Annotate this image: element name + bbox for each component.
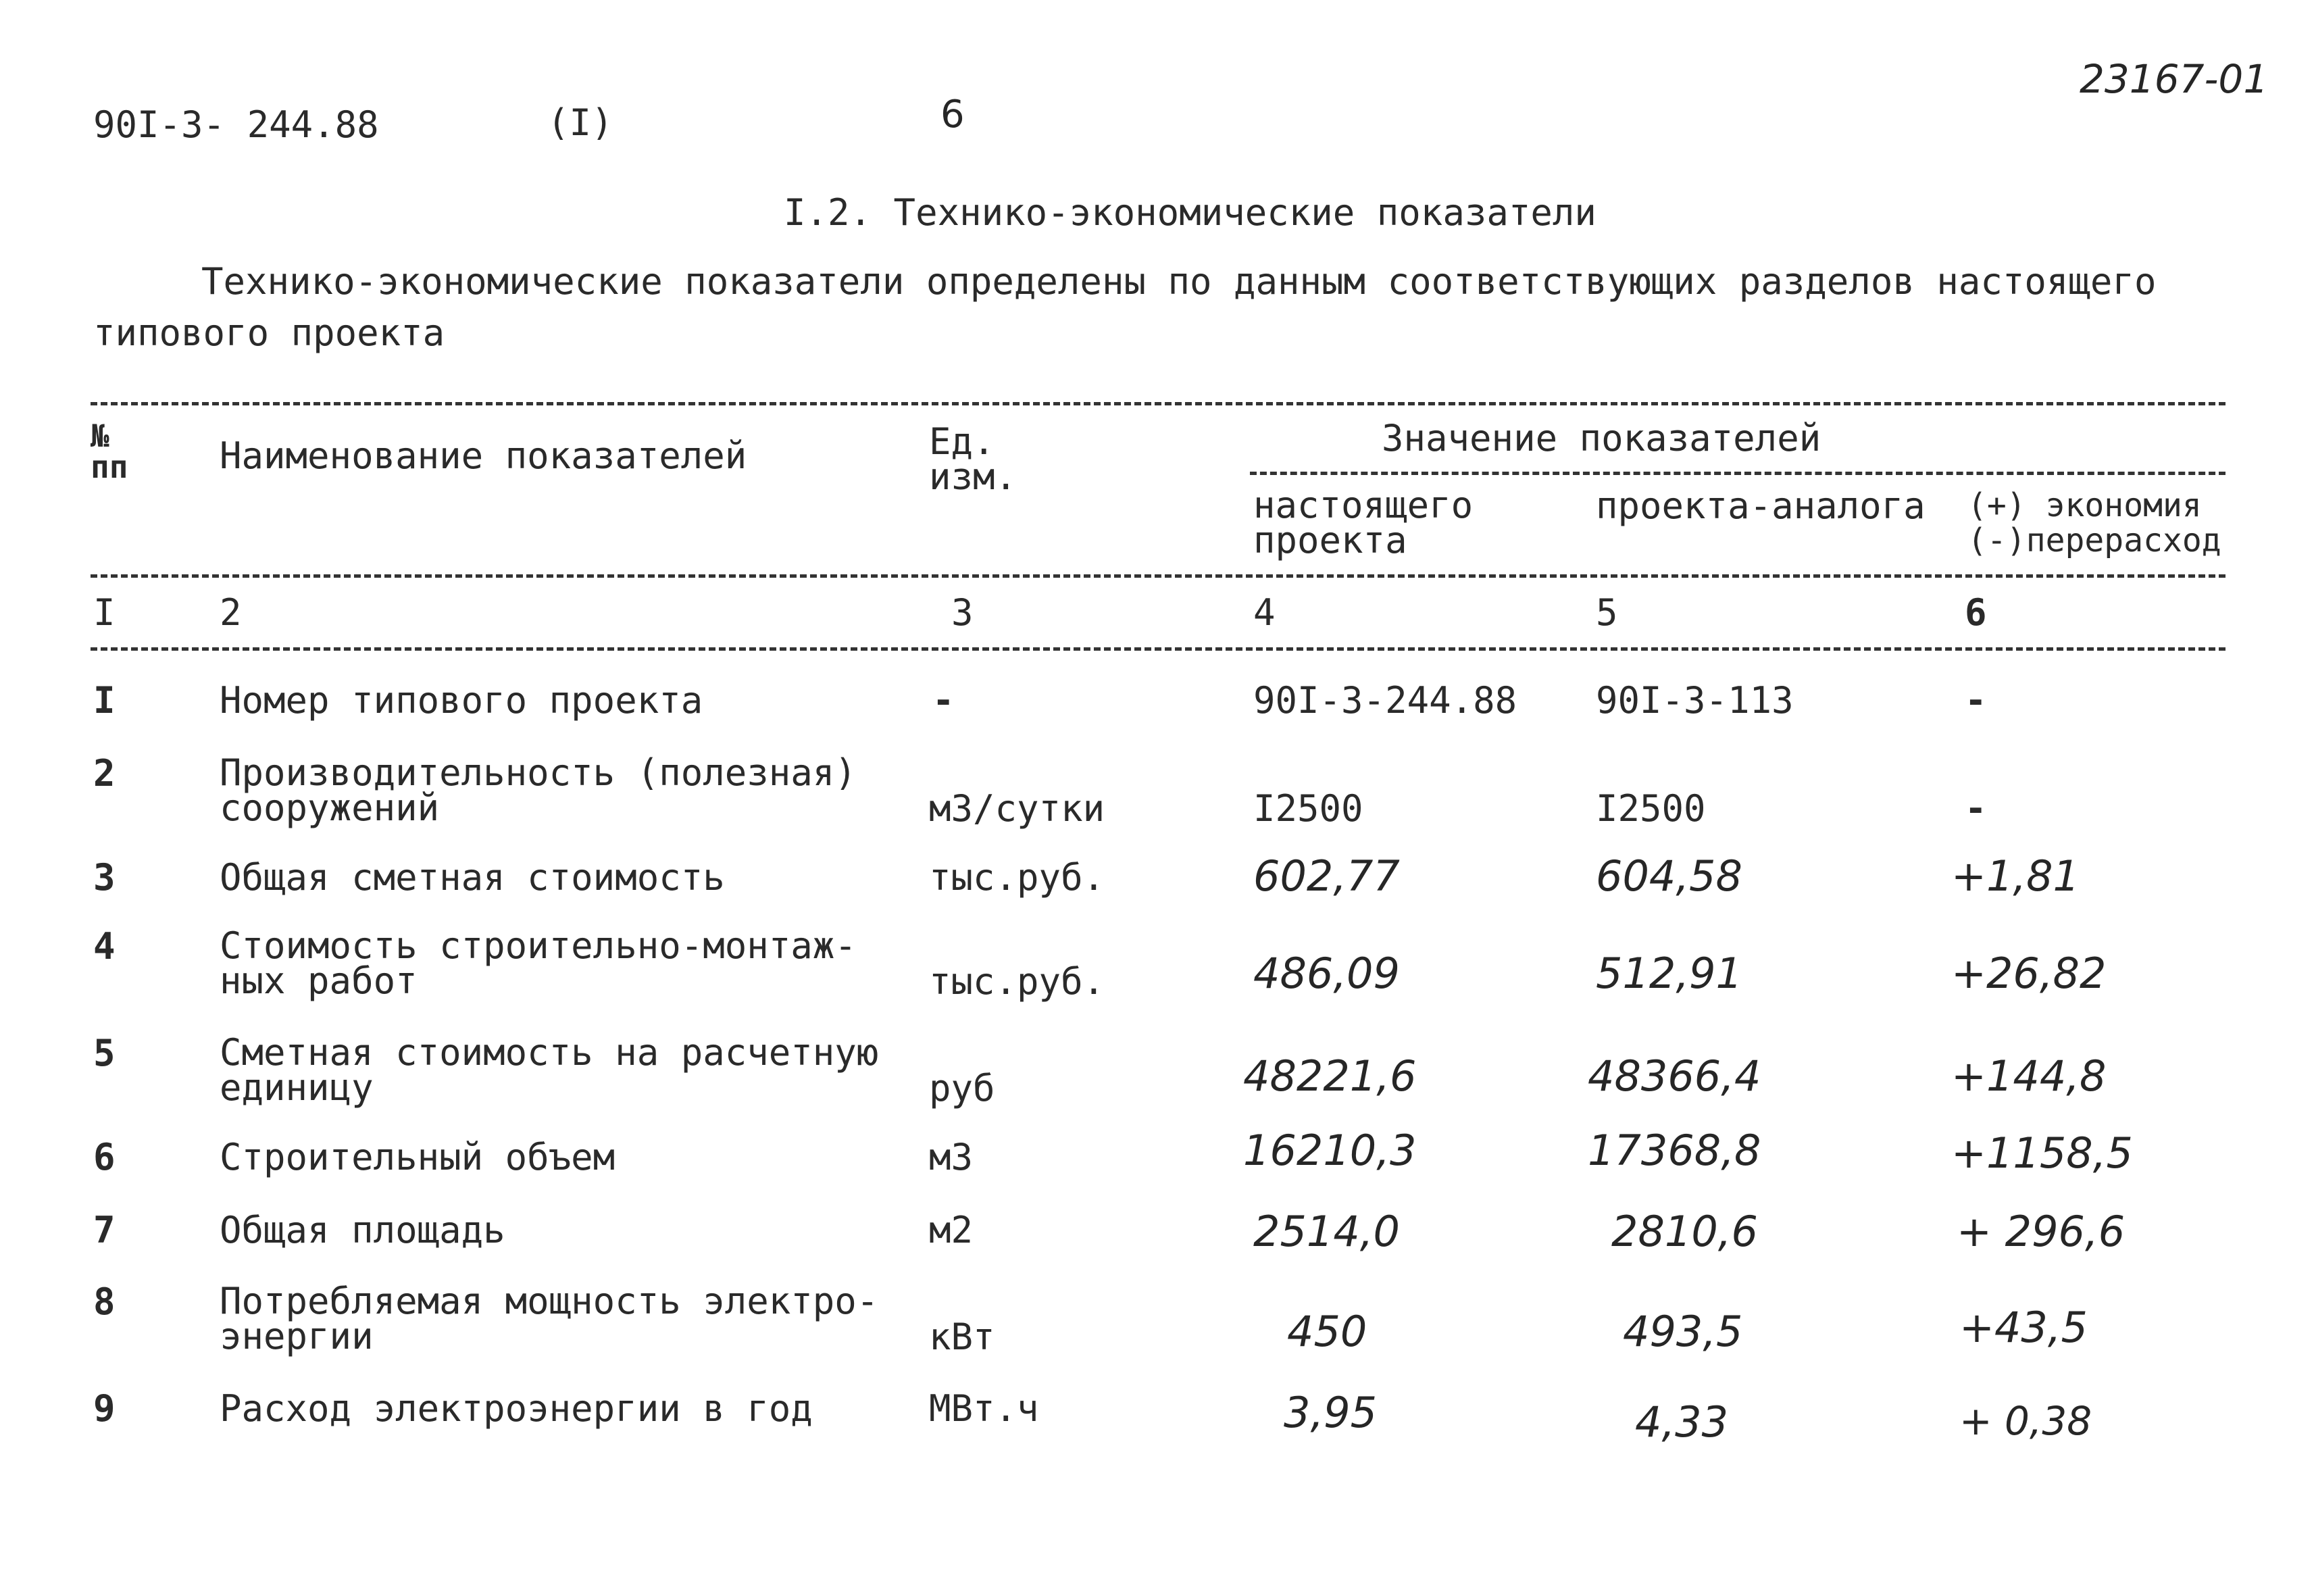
- row-number: 5: [93, 1032, 116, 1074]
- values-group-rule: [1250, 472, 2225, 475]
- value-current: 3,95: [1284, 1388, 1378, 1437]
- document-part: (I): [547, 101, 613, 144]
- indicator-name-line-1: Стоимость строительно-монтаж-: [220, 924, 857, 967]
- intro-line-1: Технико-экономические показатели определены по данным соответствующих разделов настоящего: [201, 260, 2157, 303]
- corner-stamp: 23167-01: [2080, 56, 2269, 102]
- header-values-group: Значение показателей: [1382, 417, 1821, 459]
- intro-line-2: типового проекта: [93, 311, 445, 354]
- indicator-name-line-2: энергии: [220, 1315, 374, 1357]
- section-title: I.2. Технико-экономические показатели: [784, 191, 1596, 234]
- header-current-line-2: проекта: [1253, 519, 1407, 562]
- row-number: 6: [93, 1136, 116, 1178]
- value-difference: + 296,6: [1957, 1207, 2126, 1256]
- indicator-name: [220, 1031, 879, 1109]
- column-number-1: I: [93, 591, 116, 634]
- row-number: 3: [93, 856, 116, 899]
- value-analog: 512,91: [1596, 949, 1742, 998]
- indicator-name: Расход электроэнергии в год: [220, 1387, 813, 1430]
- value-analog: I2500: [1596, 787, 1706, 830]
- indicator-name-line-1: Производительность (полезная): [220, 751, 857, 794]
- value-difference: -: [1965, 787, 1987, 830]
- unit: МВт.ч: [929, 1387, 1039, 1430]
- column-number-2: 2: [220, 591, 242, 634]
- header-num-line-2: пп: [91, 449, 128, 485]
- value-current: 450: [1287, 1307, 1367, 1356]
- header-analog: проекта-аналога: [1596, 484, 1926, 527]
- unit: тыс.руб.: [929, 960, 1105, 1003]
- indicator-name-line-2: сооружений: [220, 787, 440, 829]
- value-analog: 48366,4: [1588, 1051, 1761, 1101]
- indicator-name-line-1: Сметная стоимость на расчетную: [220, 1031, 879, 1074]
- value-analog: 90I-3-113: [1596, 679, 1794, 722]
- header-num-line-1: №: [91, 418, 109, 454]
- unit: руб: [929, 1067, 995, 1109]
- header-name: Наименование показателей: [220, 434, 747, 477]
- header-unit: [929, 420, 1017, 498]
- unit: кВт: [929, 1316, 995, 1358]
- indicator-name: [220, 924, 857, 1002]
- row-number: 8: [93, 1280, 116, 1323]
- value-difference: +26,82: [1951, 949, 2107, 998]
- page-number: 6: [940, 93, 965, 136]
- value-difference: +43,5: [1959, 1303, 2088, 1352]
- indicator-name: Общая площадь: [220, 1209, 505, 1251]
- value-difference: -: [1965, 679, 1987, 722]
- row-number: 7: [93, 1209, 116, 1251]
- unit: тыс.руб.: [929, 856, 1105, 899]
- column-number-6: 6: [1965, 591, 1987, 634]
- column-number-5: 5: [1596, 591, 1618, 634]
- value-analog: 493,5: [1623, 1307, 1743, 1356]
- row-number: 4: [93, 925, 116, 968]
- row-number: 2: [93, 752, 116, 795]
- value-current: I2500: [1253, 787, 1363, 830]
- indicator-name-line-2: ных работ: [220, 959, 418, 1002]
- value-analog: 2810,6: [1611, 1207, 1758, 1256]
- value-current: 486,09: [1253, 949, 1400, 998]
- document-code: 90I-3- 244.88: [93, 103, 379, 146]
- header-difference-line-2: [1967, 523, 2221, 558]
- column-number-3: 3: [951, 591, 974, 634]
- header-current: [1253, 484, 1474, 562]
- header-sign-plus: (+): [1967, 487, 2026, 524]
- header-bottom-rule: [91, 574, 2225, 578]
- value-current: 48221,6: [1243, 1051, 1417, 1101]
- unit: м2: [929, 1209, 974, 1251]
- row-number: 9: [93, 1387, 116, 1430]
- value-current: 90I-3-244.88: [1253, 679, 1517, 722]
- column-number-4: 4: [1253, 591, 1276, 634]
- header-sign-minus: (-): [1967, 522, 2026, 559]
- value-analog: 604,58: [1596, 851, 1742, 901]
- indicator-name: Общая сметная стоимость: [220, 856, 725, 899]
- value-current: 2514,0: [1253, 1207, 1400, 1256]
- indicator-name: [220, 751, 857, 829]
- header-unit-line-1: Ед.: [929, 420, 995, 463]
- header-diff-word-2: перерасход: [2026, 522, 2221, 559]
- value-difference: +1158,5: [1951, 1128, 2133, 1178]
- indicator-name: Строительный объем: [220, 1136, 615, 1178]
- value-difference: + 0,38: [1959, 1398, 2092, 1444]
- value-difference: +1,81: [1951, 851, 2080, 901]
- unit: м3/сутки: [929, 787, 1105, 830]
- header-diff-word-1: экономия: [2045, 487, 2202, 524]
- indicator-name: [220, 1280, 879, 1357]
- value-difference: +144,8: [1951, 1051, 2107, 1101]
- column-numbers-rule: [91, 647, 2225, 651]
- unit: м3: [929, 1136, 974, 1178]
- header-unit-line-2: изм.: [929, 455, 1017, 498]
- unit: -: [932, 679, 955, 722]
- header-difference: [1967, 488, 2221, 558]
- row-number: I: [93, 679, 116, 722]
- indicator-name: Номер типового проекта: [220, 679, 703, 722]
- table-top-rule: [91, 402, 2225, 405]
- header-current-line-1: настоящего: [1253, 484, 1474, 526]
- value-current: 602,77: [1253, 851, 1400, 901]
- header-difference-line-1: [1967, 488, 2221, 523]
- indicator-name-line-1: Потребляемая мощность электро-: [220, 1280, 879, 1322]
- header-num: [91, 418, 128, 485]
- value-analog: 17368,8: [1588, 1126, 1761, 1175]
- value-current: 16210,3: [1243, 1126, 1417, 1175]
- indicator-name-line-2: единицу: [220, 1066, 374, 1109]
- value-analog: 4,33: [1635, 1397, 1729, 1447]
